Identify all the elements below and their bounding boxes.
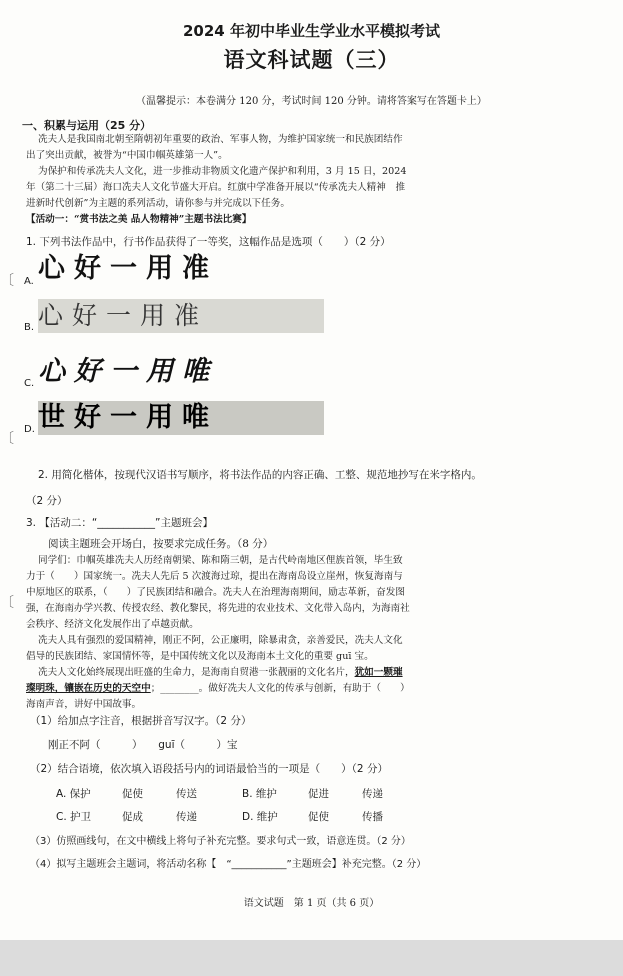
sub2-option: B. 维护 xyxy=(242,788,277,800)
q3-instruction: 阅读主题班会开场白，按要求完成任务。（8 分） xyxy=(48,538,274,550)
passage-line: 力于（ ）国家统一。冼夫人先后 5 次渡海过琼，提出在海南岛设立崖州，恢复海南与 xyxy=(26,571,403,582)
margin-mark: 〔 xyxy=(0,431,14,447)
passage-line xyxy=(38,665,403,681)
passage-text: 冼夫人文化始终展现出旺盛的生命力，是海南自贸港一张靓丽的文化名片， xyxy=(38,667,355,678)
passage-text: ；________。做好冼夫人文化的传承与创新，有助于（ ） xyxy=(150,683,410,694)
sub2-option: 传递 xyxy=(176,811,197,823)
sub2-option: 促进 xyxy=(308,788,329,800)
underlined-sentence: 璨明珠，镶嵌在历史的天空中 xyxy=(26,683,151,694)
passage-line: 强，在海南办学兴教、传授农经、教化黎民，将先进的农业技术、文化带入岛内，为海南社 xyxy=(26,603,410,614)
notice: （温馨提示：本卷满分 120 分，考试时间 120 分钟。请将答案写在答题卡上） xyxy=(136,96,487,107)
passage-line: 海南声音，讲好中国故事。 xyxy=(26,699,142,710)
intro-line: 出了突出贡献，被誉为“中国巾帼英雄第一人”。 xyxy=(26,150,228,161)
q1-option-label: B. xyxy=(24,322,35,333)
q1-option-label: D. xyxy=(24,424,35,435)
sub2-option: 传播 xyxy=(362,811,383,823)
q2-score: （2 分） xyxy=(26,495,68,507)
sub2-stem: （2）结合语境，依次填入语段括号内的词语最恰当的一项是（ ）（2 分） xyxy=(30,763,388,775)
sub2-option: C. 护卫 xyxy=(56,811,92,823)
passage-line: 会秩序、经济文化发展作出了卓越贡献。 xyxy=(26,619,199,630)
sub2-option: 促成 xyxy=(122,811,143,823)
margin-mark: 〔 xyxy=(0,595,14,611)
sub1-items: 刚正不阿（ ） guī（ ）宝 xyxy=(48,739,238,751)
margin-mark: 〔 xyxy=(0,273,14,289)
sub2-option: 促使 xyxy=(122,788,143,800)
sub1-stem: （1）给加点字注音，根据拼音写汉字。（2 分） xyxy=(30,715,252,727)
section-heading: 一、积累与运用（25 分） xyxy=(22,119,152,132)
underlined-sentence: 犹如一颗璀 xyxy=(354,667,403,678)
q3-stem: 3. 【活动二：“___________”主题班会】 xyxy=(26,517,213,529)
intro-line: 进新时代创新”为主题的系列活动，请你参与并完成以下任务。 xyxy=(26,198,290,209)
sub2-option: 促使 xyxy=(308,811,329,823)
sub2-option: A. 保护 xyxy=(56,788,91,800)
calligraphy-c: 心好一用唯 xyxy=(38,356,218,387)
paper-title: 语文科试题（三） xyxy=(223,48,400,72)
sub3-stem: （3）仿照画线句，在文中横线上将句子补充完整。要求句式一致，语意连贯。（2 分） xyxy=(30,836,411,847)
calligraphy-d: 世好一用唯 xyxy=(38,401,324,435)
page-footer: 语文试题 第 1 页（共 6 页） xyxy=(243,898,380,909)
passage-line xyxy=(26,681,410,697)
passage-line: 同学们：巾帼英雄冼夫人历经南朝梁、陈和隋三朝，是古代岭南地区俚族首领，毕生致 xyxy=(38,555,403,566)
passage-line: 倡导的民族团结、家国情怀等，是中国传统文化以及海南本土文化的重要 guī 宝。 xyxy=(26,651,374,662)
q1-stem: 1. 下列书法作品中，行书作品获得了一等奖，这幅作品是选项（ ）（2 分） xyxy=(26,236,391,248)
activity1-title: 【活动一：“赏书法之美 品人物精神”主题书法比赛】 xyxy=(26,214,252,225)
q2-stem: 2. 用简化楷体，按现代汉语书写顺序，将书法作品的内容正确、工整、规范地抄写在米字格内。 xyxy=(38,469,482,481)
sub4-stem: （4）拟写主题班会主题词，将活动名称【 “___________”主题班会】补充完整。（2 分） xyxy=(30,859,427,870)
intro-line: 年（第二十三届）海口冼夫人文化节盛大开启。红旗中学准备开展以“传承冼夫人精神 推 xyxy=(26,182,406,193)
sub2-option: 传递 xyxy=(362,788,383,800)
calligraphy-a: 心好一用准 xyxy=(38,253,218,284)
exam-title: 2024 年初中毕业生学业水平模拟考试 xyxy=(183,22,440,40)
q1-option-label: A. xyxy=(24,276,34,287)
intro-line: 冼夫人是我国南北朝至隋朝初年重要的政治、军事人物，为维护国家统一和民族团结作 xyxy=(38,134,403,145)
sub2-option: 传送 xyxy=(176,788,197,800)
calligraphy-b: 心好一用准 xyxy=(38,299,324,333)
viewer-bottom-bar xyxy=(0,940,623,976)
passage-line: 中原地区的联系，（ ）了民族团结和融合。冼夫人在治理海南期间，励志革新，奋发图 xyxy=(26,587,405,598)
q1-option-label: C. xyxy=(24,378,35,389)
sub2-option: D. 维护 xyxy=(242,811,278,823)
intro-line: 为保护和传承冼夫人文化，进一步推动非物质文化遗产保护和利用，3 月 15 日，2024 xyxy=(38,166,407,177)
passage-line: 冼夫人具有强烈的爱国精神，刚正不阿，公正廉明，除暴肃贪，亲善爱民，冼夫人文化 xyxy=(38,635,403,646)
